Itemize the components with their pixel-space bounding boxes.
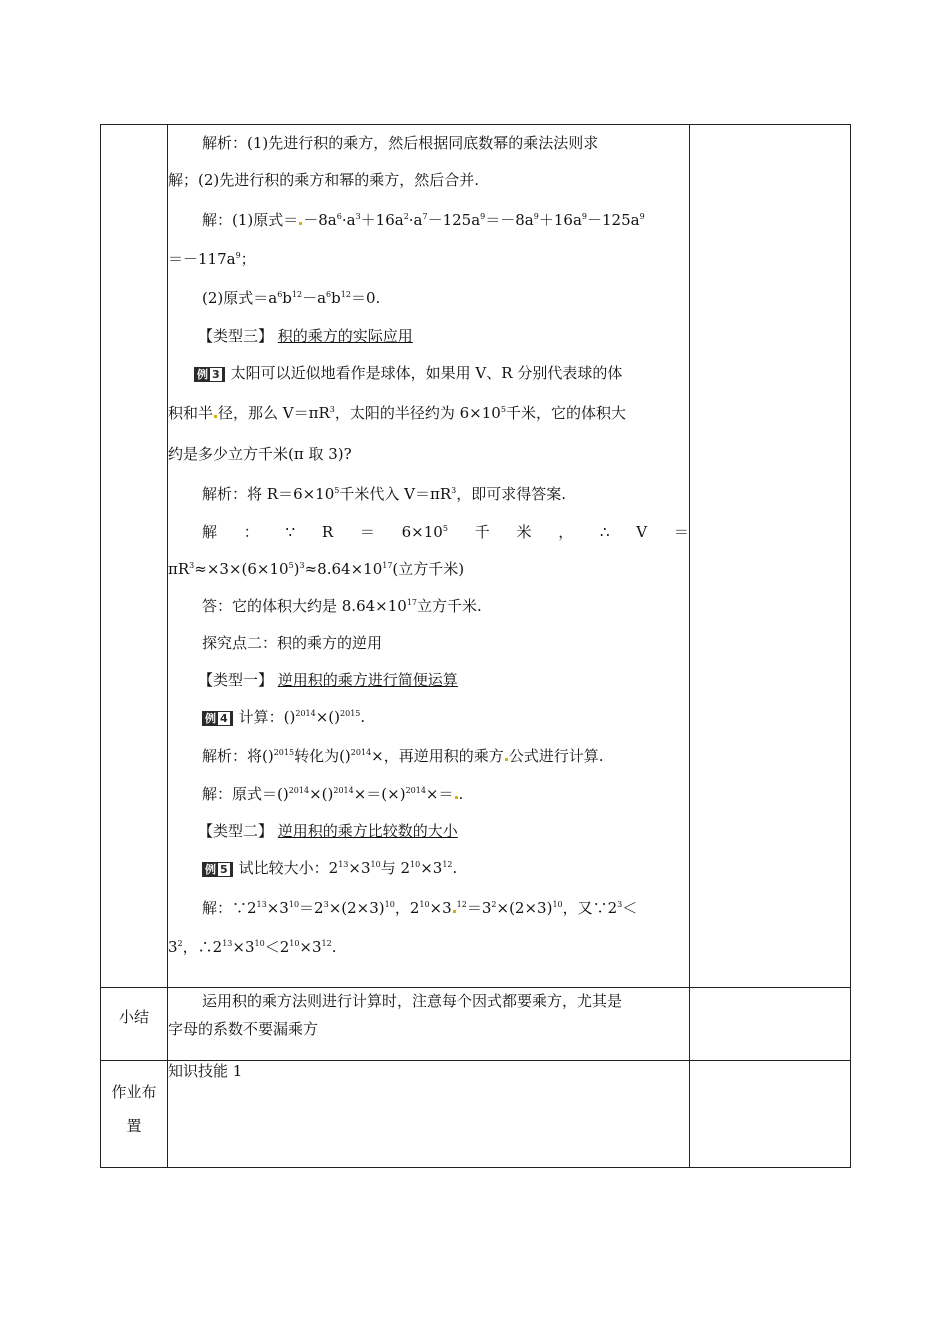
homework-text: 知识技能 1: [168, 1062, 243, 1080]
solution5-line1: 解：$\because 2^{13}\times 3^{10}=2^3\times(2\times 3)^{10}$，$2^{10}\times 3$ $^{12}=3^2\times(2\times 3)^{10}$，又$\because 2^3<$: [202, 899, 638, 917]
summary-line1: 运用积的乘方法则进行计算时，注意每个因式都要乘方，尤其是: [202, 992, 623, 1010]
homework-label-line2: 置: [126, 1117, 142, 1135]
content-cell: [168, 125, 690, 988]
example5: 例 5 试比较大小：$2^{13}\times 3^{10}$与 $2^{10}\times 3^{12}$.: [168, 850, 689, 887]
summary-row: [101, 988, 851, 1061]
type1-heading: 【类型一】 逆用积的乘方进行简便运算: [198, 671, 458, 689]
type3-heading: 【类型三】 积的乘方的实际应用: [198, 327, 413, 345]
solution1-line3: (2)原式$=a^6b^{12}-a^6b^{12}=0$.: [202, 289, 381, 307]
homework-content: [168, 1061, 690, 1168]
example3-line1: 例 3 太阳可以近似地看作是球体，如果用 V、R 分别代表球的体: [168, 355, 689, 392]
example3-line3: 约是多少立方千米(π 取 3)?: [168, 445, 352, 463]
label-cell-empty: [101, 125, 168, 988]
lesson-plan-table: [100, 124, 851, 1168]
example4: 例 4 计算：()$^{2014}$×()$^{2015}$.: [168, 699, 689, 736]
explore-point-2: 探究点二：积的乘方的逆用: [202, 634, 383, 652]
homework-notes-cell: [690, 1061, 851, 1168]
solution3-line2: $\pi R^3\approx\times 3\times(6\times 10^5)^3\approx 8.64\times 10^{17}$(立方千米): [168, 560, 465, 578]
answer3: 答：它的体积大约是 $8.64\times 10^{17}$立方千米.: [202, 597, 482, 615]
summary-notes-cell: [690, 988, 851, 1061]
summary-label: 小结: [101, 988, 168, 1061]
summary-content: [168, 988, 690, 1061]
solution4: 解：原式$=()^{2014}\times()^{2014}\times=(\times)^{2014}\times=$ .: [202, 785, 464, 803]
analysis1-line1: 解析：(1)先进行积的乘方，然后根据同底数幂的乘法法则求: [202, 134, 599, 152]
type2-heading: 【类型二】 逆用积的乘方比较数的大小: [198, 822, 458, 840]
solution5-line2: $3^2$，$\therefore 2^{13}\times 3^{10}<2^{10}\times 3^{12}$.: [168, 938, 337, 956]
analysis3: 解析：将 $R=6\times 10^5$千米代入 $V=\pi R^3$，即可求得答案.: [202, 485, 566, 503]
analysis4: 解析：将()$^{2015}$转化为()$^{2014}$×，再逆用积的乘方 公式进行计算.: [202, 747, 604, 765]
solution3-line1: 解 ： ∵ R ＝ $6\times 10^5$ 千 米 ， ∴ V ＝: [202, 523, 689, 541]
example-tag-3: 例 3: [194, 367, 225, 382]
analysis1-line2: 解；(2)先进行积的乘方和幂的乘方，然后合并.: [168, 171, 480, 189]
solution1-line2: $=-117a^9$；: [168, 250, 256, 268]
example-tag-5: 例 5: [202, 862, 233, 877]
solution1-line1: 解：(1)原式＝ $-8a^6\cdot a^3+16a^2\cdot a^7-125a^9=-8a^9+16a^9-125a^9$: [202, 211, 645, 229]
example-tag-4: 例 4: [202, 711, 233, 726]
homework-label-line1: 作业布: [111, 1083, 157, 1101]
notes-cell: [690, 125, 851, 988]
content-row: [101, 125, 851, 988]
homework-row: [101, 1061, 851, 1168]
example3-line2: 积和半 径，那么 $V=\pi R^3$，太阳的半径约为 $6\times 10^5$千米，它的体积大: [168, 404, 626, 422]
homework-label: [101, 1061, 168, 1168]
summary-line2: 字母的系数不要漏乘方: [168, 1020, 319, 1038]
